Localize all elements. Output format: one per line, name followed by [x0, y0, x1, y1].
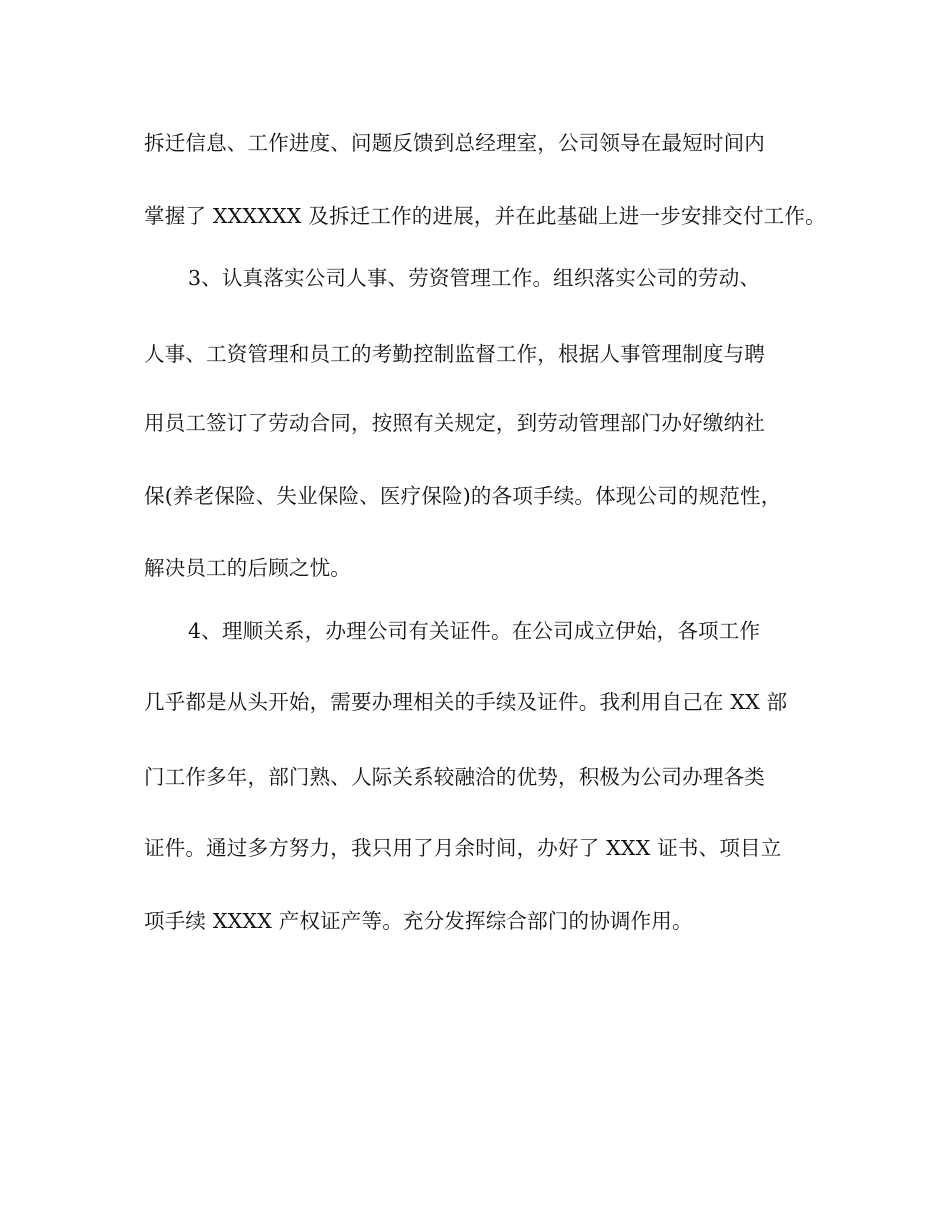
text-line-1: 拆迁信息、工作进度、问题反馈到总经理室，公司领导在最短时间内	[144, 131, 765, 155]
text-line-12: 项手续 XXXX 产权证产等。充分发挥综合部门的协调作用。	[144, 909, 693, 933]
paragraph-4-start: 4、理顺关系，办理公司有关证件。在公司成立伊始，各项工作	[188, 619, 761, 643]
paragraph-3-start: 3、认真落实公司人事、劳资管理工作。组织落实公司的劳动、	[188, 266, 761, 290]
text-line-4: 人事、工资管理和员工的考勤控制监督工作，根据人事管理制度与聘	[144, 342, 765, 366]
text-line-5: 用员工签订了劳动合同，按照有关规定，到劳动管理部门办好缴纳社	[144, 411, 765, 435]
text-line-2: 掌握了 XXXXXX 及拆迁工作的进展，并在此基础上进一步安排交付工作。	[144, 204, 826, 228]
text-line-6: 保(养老保险、失业保险、医疗保险)的各项手续。体现公司的规范性，	[144, 484, 782, 508]
text-line-9: 几乎都是从头开始，需要办理相关的手续及证件。我利用自己在 XX 部	[144, 690, 788, 714]
text-line-10: 门工作多年，部门熟、人际关系较融洽的优势，积极为公司办理各类	[144, 765, 765, 789]
text-line-11: 证件。通过多方努力，我只用了月余时间，办好了 XXX 证书、项目立	[144, 836, 782, 860]
text-line-7: 解决员工的后顾之忧。	[144, 556, 351, 580]
